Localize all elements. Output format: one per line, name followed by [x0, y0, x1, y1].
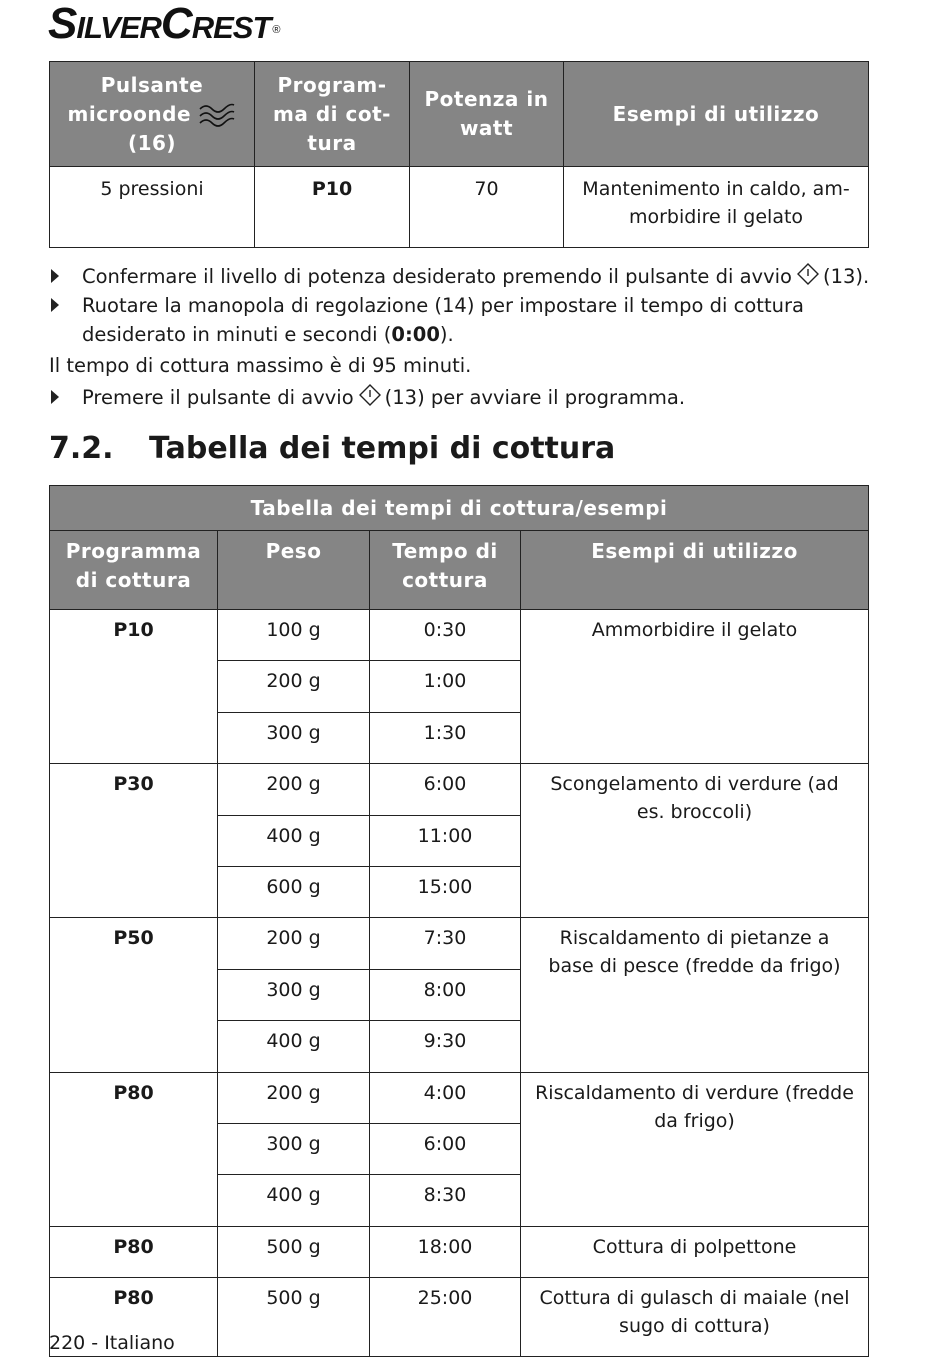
time-cell: 15:00	[370, 866, 521, 917]
start-button-icon	[358, 383, 382, 407]
header-button-line1: Pulsante	[100, 72, 204, 97]
program-cell: P30	[50, 764, 218, 918]
time-cell: 7:30	[370, 918, 521, 969]
brand-logo	[48, 2, 280, 46]
weight-cell: 200 g	[218, 764, 370, 815]
instruction-text: Premere il pulsante di avvio	[82, 386, 354, 409]
cooking-times-table	[49, 485, 869, 1357]
time-cell: 9:30	[370, 1021, 521, 1072]
program-cell: P50	[50, 918, 218, 1072]
weight-cell: 500 g	[218, 1226, 370, 1277]
table-row	[50, 764, 869, 815]
table-row	[50, 1226, 869, 1277]
time-cell: 1:00	[370, 661, 521, 712]
time-cell: 0:30	[370, 610, 521, 661]
weight-cell: 200 g	[218, 918, 370, 969]
time-cell: 8:30	[370, 1175, 521, 1226]
instruction-item	[49, 383, 879, 412]
example-cell: Riscaldamento di verdure (fredde da frigo)	[521, 1072, 869, 1226]
time-cell: 1:30	[370, 712, 521, 763]
instruction-text: Confermare il livello di potenza desiderato premendo il pulsante di avvio	[82, 265, 792, 288]
start-button-icon	[796, 262, 820, 286]
header-button-line3: (16)	[127, 130, 177, 155]
microwave-waves-icon	[198, 102, 236, 128]
time-cell: 6:00	[370, 764, 521, 815]
header-examples: Esempi di utilizzo	[521, 531, 869, 610]
example-cell: Riscaldamento di pietanze a base di pesce (fredde da frigo)	[521, 918, 869, 1072]
section-title: Tabella dei tempi di cottura	[149, 431, 616, 466]
triangle-bullet-icon	[51, 390, 59, 404]
weight-cell: 400 g	[218, 1175, 370, 1226]
time-format: 0:00	[391, 323, 440, 346]
header-time: Tempo di cottura	[370, 531, 521, 610]
program-cell: P80	[50, 1226, 218, 1277]
weight-cell: 600 g	[218, 866, 370, 917]
triangle-bullet-icon	[51, 269, 59, 283]
section-heading	[49, 429, 615, 469]
header-program: Program-ma di cot-tura	[255, 62, 410, 167]
program-cell: P10	[255, 167, 410, 248]
time-cell: 8:00	[370, 969, 521, 1020]
example-cell: Scongelamento di verdure (ad es. broccoli)	[521, 764, 869, 918]
program-cell: P10	[50, 610, 218, 764]
program-cell: P80	[50, 1278, 218, 1357]
instruction-text: (13) per avviare il programma.	[384, 386, 686, 409]
example-cell: Cottura di polpettone	[521, 1226, 869, 1277]
watt-cell: 70	[410, 167, 564, 248]
time-cell: 4:00	[370, 1072, 521, 1123]
power-level-table	[49, 61, 869, 248]
instruction-text: ).	[439, 323, 454, 346]
header-program: Programma di cottura	[50, 531, 218, 610]
weight-cell: 200 g	[218, 661, 370, 712]
page-footer: 220 - Italiano	[49, 1332, 175, 1354]
triangle-bullet-icon	[51, 298, 59, 312]
weight-cell: 500 g	[218, 1278, 370, 1357]
power-table-header	[50, 62, 869, 167]
table-row	[50, 918, 869, 969]
times-table-title-row	[50, 486, 869, 531]
time-cell: 18:00	[370, 1226, 521, 1277]
instruction-item	[49, 291, 879, 349]
header-examples: Esempi di utilizzo	[564, 62, 869, 167]
weight-cell: 300 g	[218, 969, 370, 1020]
presses-cell: 5 pressioni	[50, 167, 255, 248]
header-power: Potenza in watt	[410, 62, 564, 167]
header-microwave-button	[50, 62, 255, 167]
weight-cell: 400 g	[218, 1021, 370, 1072]
weight-cell: 400 g	[218, 815, 370, 866]
table-row	[50, 167, 869, 248]
time-cell: 25:00	[370, 1278, 521, 1357]
table-row	[50, 610, 869, 661]
header-button-line2: microonde	[67, 101, 192, 126]
weight-cell: 100 g	[218, 610, 370, 661]
time-cell: 6:00	[370, 1123, 521, 1174]
times-table-title: Tabella dei tempi di cottura/esempi	[50, 486, 869, 531]
weight-cell: 300 g	[218, 712, 370, 763]
brand-name: SilverCrest	[48, 0, 271, 48]
program-cell: P80	[50, 1072, 218, 1226]
time-cell: 11:00	[370, 815, 521, 866]
section-number: 7.2.	[49, 431, 114, 466]
instruction-text: (13).	[823, 265, 870, 288]
weight-cell: 200 g	[218, 1072, 370, 1123]
instruction-item	[49, 262, 879, 291]
times-table-header	[50, 531, 869, 610]
weight-cell: 300 g	[218, 1123, 370, 1174]
header-weight: Peso	[218, 531, 370, 610]
instructions	[49, 262, 879, 412]
registered-mark: ®	[272, 24, 280, 36]
table-row	[50, 1072, 869, 1123]
example-cell: Ammorbidire il gelato	[521, 610, 869, 764]
instruction-text: Ruotare la manopola di regolazione (14) per impostare il tempo di cottura desiderato in minuti e secondi (	[82, 294, 804, 346]
example-cell: Cottura di gulasch di maiale (nel sugo di cottura)	[521, 1278, 869, 1357]
max-time-note: Il tempo di cottura massimo è di 95 minuti.	[49, 354, 472, 377]
example-cell: Mantenimento in caldo, am-morbidire il gelato	[564, 167, 869, 248]
